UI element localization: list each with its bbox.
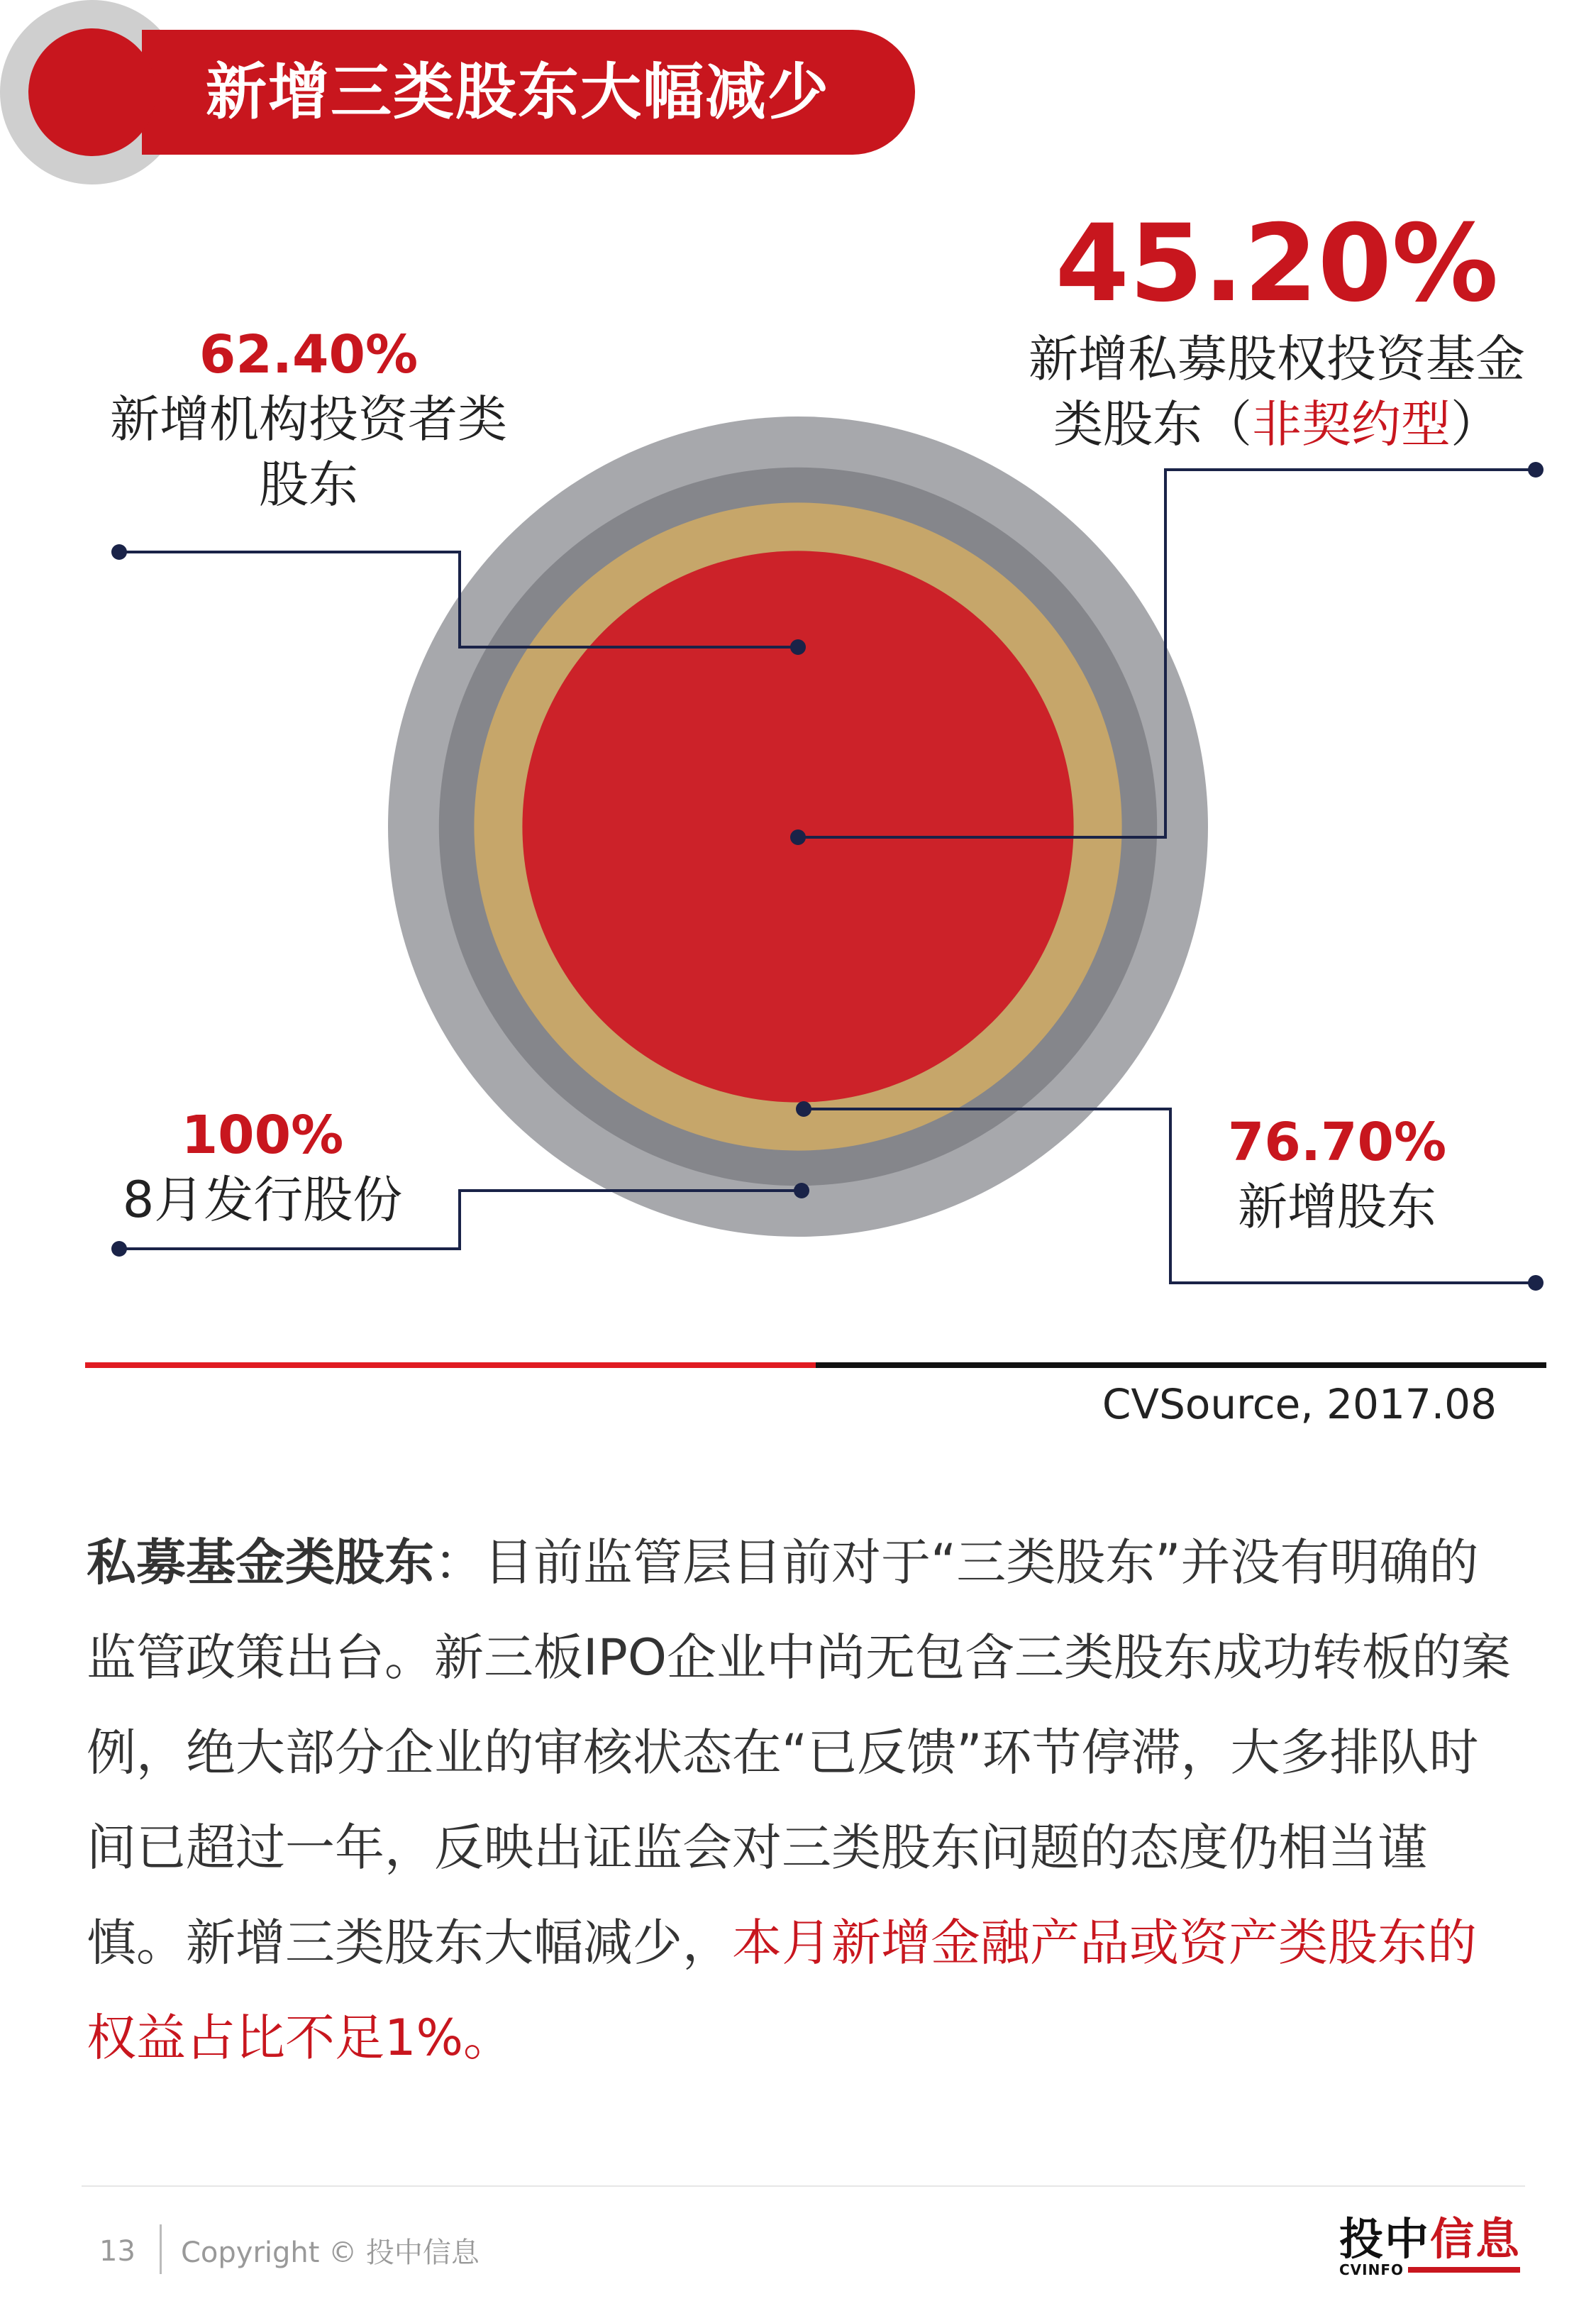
- value-label: 62.40%: [199, 324, 419, 385]
- leader-dot: [111, 1241, 127, 1257]
- logo-subtitle: CVINFO: [1339, 2261, 1404, 2278]
- value-label: 45.20%: [1055, 202, 1499, 326]
- category-label-part: 类股东（: [1053, 395, 1252, 453]
- category-label: 新增股东: [1238, 1178, 1436, 1236]
- chart-source: CVSource, 2017.08: [1102, 1380, 1497, 1428]
- body-paragraph: [87, 1515, 1512, 2085]
- category-label-part: ）: [1451, 395, 1500, 453]
- leader-dot: [790, 639, 806, 655]
- logo-text: 投中: [1339, 2213, 1431, 2265]
- copyright: Copyright © 投中信息: [181, 2236, 480, 2269]
- label-issued-shares: [85, 1103, 440, 1232]
- category-label: 新增私募股权投资基金: [1029, 330, 1525, 388]
- category-label-highlight: 非契约型: [1252, 395, 1451, 453]
- leader-dot: [111, 544, 127, 560]
- ring-4: [522, 551, 1073, 1102]
- paragraph-lead: 私募基金类股东: [87, 1533, 434, 1591]
- leader-dot: [790, 829, 806, 845]
- footer-separator: [160, 2224, 162, 2274]
- page-number: 13: [99, 2235, 135, 2268]
- value-label: 76.70%: [1227, 1112, 1447, 1173]
- leader-dot: [1528, 462, 1544, 478]
- paragraph-text: ：目前监管层目前对于“三类股东”并没有明确的监管政策出台。新三板IPO企业中尚无包含三类股东成功转板的案例，绝大部分企业的审核状态在“已反馈”环节停滞，大多排队时间已超过一年，反映出证监会对三类股东问题的态度仍相当谨慎。新增三类股东大幅减少，: [87, 1533, 1511, 1972]
- footer-divider: [82, 2185, 1525, 2187]
- paragraph-highlight: 本月新增金融产品或资产类股东的权益占比不足1%。: [87, 1914, 1477, 2067]
- leader-dot: [1528, 1275, 1544, 1291]
- category-label: [1000, 392, 1553, 457]
- logo-bar: [1408, 2267, 1520, 2273]
- category-label: 股东: [259, 456, 358, 514]
- divider-red: [85, 1362, 816, 1368]
- leader-dot: [796, 1101, 811, 1117]
- label-institutional: [78, 323, 539, 517]
- logo-text-red: 信息: [1430, 2213, 1522, 2265]
- category-label: 新增机构投资者类: [110, 390, 507, 448]
- label-private-equity: [1000, 202, 1553, 457]
- brand-logo: [1339, 2213, 1522, 2278]
- category-label: 8月发行股份: [122, 1171, 403, 1229]
- value-label: 100%: [181, 1105, 344, 1166]
- page-title: 新增三类股东大幅减少: [206, 57, 830, 128]
- label-new-shareholders: [1177, 1110, 1497, 1240]
- leader-dot: [794, 1183, 809, 1198]
- divider-black: [816, 1362, 1546, 1368]
